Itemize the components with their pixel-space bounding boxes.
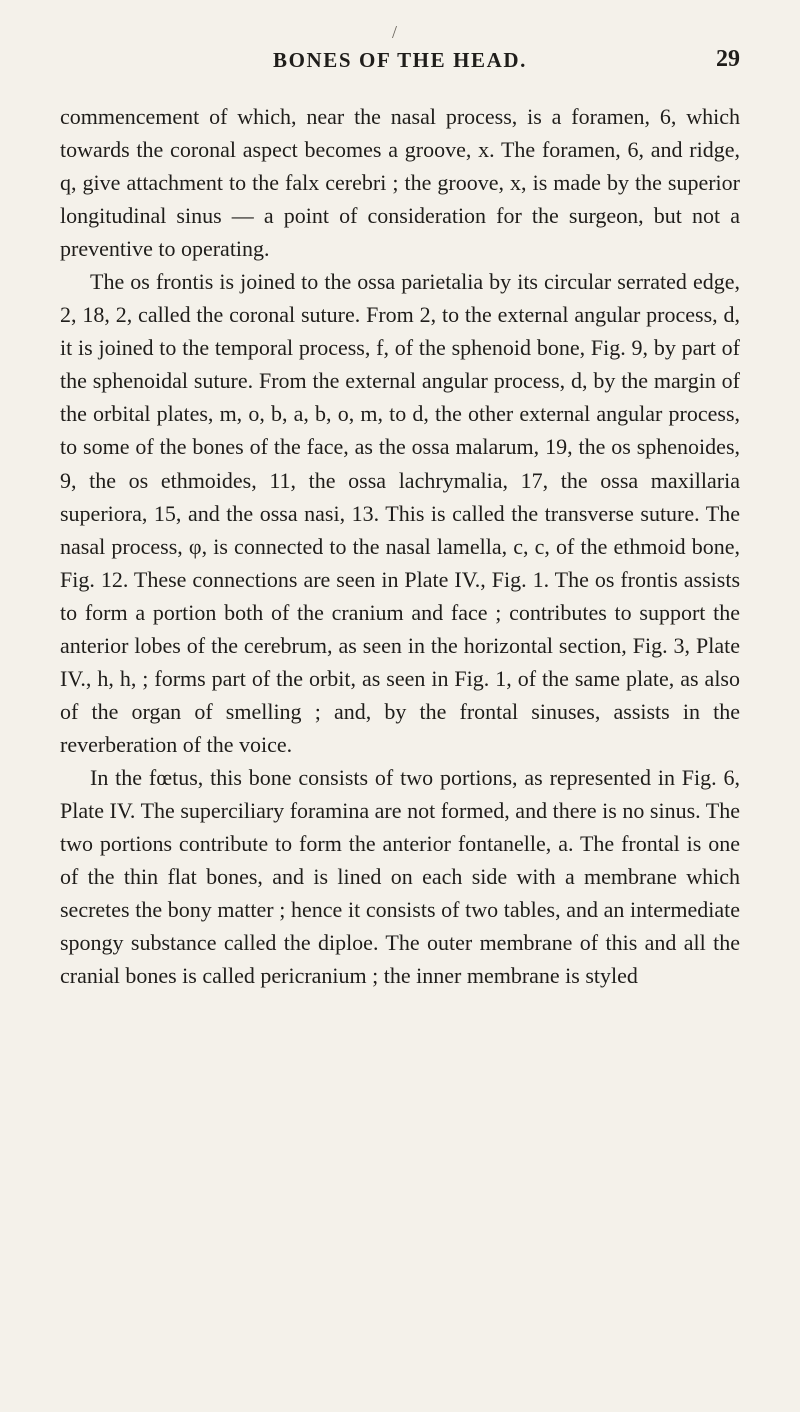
page-number: 29: [716, 46, 740, 72]
page-header: [60, 22, 740, 90]
running-head: BONES OF THE HEAD.: [272, 48, 528, 72]
header-mark: /: [392, 22, 398, 42]
paragraph-1: commencement of which, near the nasal process, is a foramen, 6, which towards the coronal aspect becomes a groove, x. The foramen, 6, and ridge, q, give attachment to the falx cerebri ; the groove, x, is made by the superior longitudinal sinus — a point of consideration for the surgeon, but not a preventive to operating.: [60, 104, 740, 262]
paragraph-2: The os frontis is joined to the ossa parietalia by its circular serrated edge, 2, 18, 2, called the coronal suture. From 2, to the external angular process, d, it is joined to the temporal process, f, of the sphenoid bone, Fig. 9, by part of the sphenoidal suture. From the external angular process, d, by the margin of the orbital plates, m, o, b, a, b, o, m, to d, the other external angular process, to some of the bones of the face, as the ossa malarum, 19, the os sphenoides, 9, the os ethmoides, 11, the ossa lachrymalia, 17, the ossa maxillaria superiora, 15, and the ossa nasi, 13. This is called the transverse suture. The nasal process, φ, is connected to the nasal lamella, c, c, of the ethmoid bone, Fig. 12. These connections are seen in Plate IV., Fig. 1. The os frontis assists to form a portion both of the cranium and face ; contributes to support the anterior lobes of the cerebrum, as seen in the horizontal section, Fig. 3, Plate IV., h, h, ; forms part of the orbit, as seen in Fig. 1, of the same plate, as also of the organ of smelling ; and, by the frontal sinuses, assists in the reverberation of the voice.: [60, 269, 740, 757]
page-body: [60, 100, 740, 992]
paragraph-3: In the fœtus, this bone consists of two portions, as represented in Fig. 6, Plate IV. The superciliary foramina are not formed, and there is no sinus. The two portions contribute to form the anterior fontanelle, a. The frontal is one of the thin flat bones, and is lined on each side with a membrane which secretes the bony matter ; hence it consists of two tables, and an intermediate spongy substance called the diploe. The outer membrane of this and all the cranial bones is called pericranium ; the inner membrane is styled: [60, 764, 740, 989]
